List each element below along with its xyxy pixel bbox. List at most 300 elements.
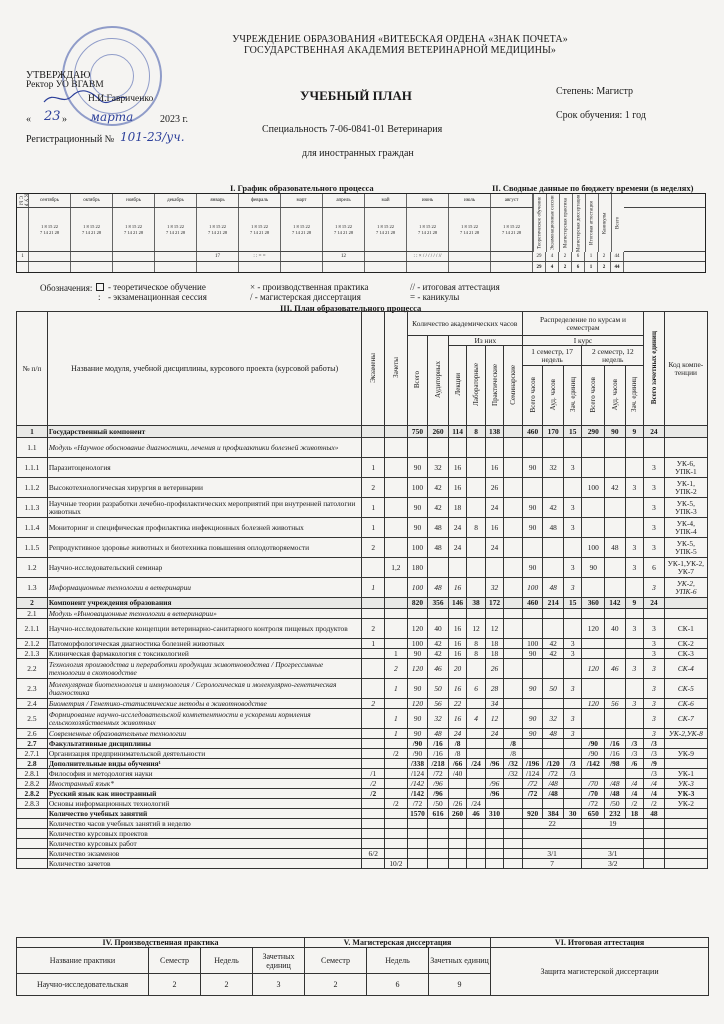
cell-s2a [605, 558, 626, 578]
cell-s1a [543, 699, 564, 709]
cell-ex [362, 739, 385, 749]
cell-c: УК-2 [664, 799, 707, 809]
cell-s1u: 15 [563, 598, 582, 609]
h-sem1: 1 семестр, 17 недель [522, 346, 582, 366]
cell-l: 24 [448, 538, 467, 558]
cell-s2a [605, 458, 626, 478]
budget-r1-2: 2 [559, 252, 572, 261]
cell-s1t: 90 [522, 518, 543, 538]
cell-a: 260 [428, 426, 449, 438]
cell-a: /96 [428, 779, 449, 789]
cell-s1t: /124 [522, 769, 543, 779]
cell-t: /90 [407, 749, 428, 759]
cell-s2a [605, 709, 626, 729]
cell-t: /124 [407, 769, 428, 779]
cell-s1u [563, 619, 582, 639]
h-aud: Аудиторных [434, 361, 443, 398]
cell-s2a: 90 [605, 426, 626, 438]
cell-s1a [543, 799, 564, 809]
weekly-s1: 22 [522, 819, 582, 829]
cell-s1a [543, 438, 564, 458]
row-name: Молекулярная биотехнология и иммунология / Серологическая и молекулярно-генетическая диагностика [47, 679, 362, 699]
plan-row [17, 598, 708, 609]
cell-s1u: /3 [563, 759, 582, 769]
h-exams: Экзамены [369, 352, 378, 383]
cell-s1u: 3 [563, 578, 582, 598]
cell-c: СК-2 [664, 639, 707, 649]
practice-title: IV. Производственная практика [17, 938, 305, 948]
cell-s1t: 90 [522, 458, 543, 478]
row-num: 1.2 [17, 558, 48, 578]
plan-row [17, 639, 708, 649]
cell-lab: /24 [467, 799, 486, 809]
bottom-table [16, 937, 709, 996]
cell-u: /3 [644, 749, 665, 759]
cell-t [407, 438, 428, 458]
cell-l [448, 609, 467, 619]
legend-box [96, 283, 104, 291]
cell-s1a: 48 [543, 518, 564, 538]
cell-lab [467, 458, 486, 478]
cell-s2t [582, 498, 605, 518]
exams-s1: 3/1 [522, 849, 582, 859]
cell-s: /8 [504, 739, 523, 749]
cell-c: УК-2, УПК-6 [664, 578, 707, 598]
cell-s2t: 120 [582, 619, 605, 639]
date-year: 2023 г. [160, 114, 188, 125]
cell-c [664, 426, 707, 438]
cell-s [504, 498, 523, 518]
cell-cr [385, 759, 408, 769]
diss-title: V. Магистерская диссертация [305, 938, 491, 948]
budget-h-2: Магистерская практика [559, 194, 572, 252]
cell-a [428, 609, 449, 619]
cell-t: 100 [407, 478, 428, 498]
cell-l: 16 [448, 458, 467, 478]
cell-s2a: /50 [605, 799, 626, 809]
attestation: Защита магистерской диссертации [491, 948, 709, 996]
cell-s1t: 460 [522, 426, 543, 438]
h-lab: Лабораторные [472, 363, 481, 406]
cell-l: 16 [448, 649, 467, 659]
reg-number: 101-23/уч. [120, 130, 185, 144]
specialty: Специальность 7-06-0841-01 Ветеринария [262, 124, 443, 135]
cell-p: 310 [485, 809, 504, 819]
cell-s1u: 3 [563, 729, 582, 739]
cell-t: 120 [407, 619, 428, 639]
cell-ex [362, 759, 385, 769]
cell-s1a [543, 609, 564, 619]
date-prefix: « [26, 114, 31, 125]
plan-row [17, 649, 708, 659]
h-lect: Лекции [453, 373, 462, 396]
cell-p [485, 769, 504, 779]
cell-p: /96 [485, 779, 504, 789]
cell-cr [385, 779, 408, 789]
h-s2-total: Всего часов [589, 376, 598, 413]
cell-t: 100 [407, 578, 428, 598]
exams-s2: 3/1 [582, 849, 644, 859]
plan-row [17, 518, 708, 538]
cell-s2a: /48 [605, 779, 626, 789]
cell-c [664, 438, 707, 458]
cell-s [504, 809, 523, 819]
cell-t: /72 [407, 799, 428, 809]
cell-s1a: /48 [543, 789, 564, 799]
cell-lab: 8 [467, 518, 486, 538]
bh-name: Название практики [17, 948, 149, 974]
cell-t: 750 [407, 426, 428, 438]
cell-a: /16 [428, 739, 449, 749]
cell-s1t: 100 [522, 639, 543, 649]
cell-u: 3 [644, 498, 665, 518]
audience: для иностранных граждан [302, 148, 414, 159]
cell-s2a [605, 729, 626, 739]
cell-u [644, 438, 665, 458]
cell-s1t [522, 609, 543, 619]
cell-s2u [625, 639, 644, 649]
legend-attest: // - итоговая аттестация [410, 282, 500, 292]
marks-theory2: 12 [323, 252, 365, 261]
h-fromthem: Из них [448, 336, 522, 346]
cell-s1t: /72 [522, 789, 543, 799]
cell-ex [362, 438, 385, 458]
cell-u: 3 [644, 538, 665, 558]
bh-units2: Зачетных единиц [429, 948, 491, 974]
cell-u: 3 [644, 619, 665, 639]
cell-a: 48 [428, 518, 449, 538]
exams-val: 6/2 [362, 849, 385, 859]
cell-s2t: /90 [582, 749, 605, 759]
cell-p: 12 [485, 709, 504, 729]
legend-theory: - теоретическое обучение [108, 282, 206, 292]
cell-c: УК-9 [664, 749, 707, 759]
cell-cr: 1 [385, 649, 408, 659]
cell-lab [467, 609, 486, 619]
cell-s1t [522, 799, 543, 809]
cell-u: 48 [644, 809, 665, 819]
cell-s1a [543, 619, 564, 639]
cell-s [504, 639, 523, 649]
budget-r1-6: 44 [611, 252, 624, 261]
cell-s2t: 100 [582, 478, 605, 498]
row-num: 2.8.2 [17, 779, 48, 789]
cell-s2t: 100 [582, 538, 605, 558]
cell-s2u [625, 649, 644, 659]
cell-u: /2 [644, 799, 665, 809]
budget-r1-0: 29 [533, 252, 546, 261]
cell-s [504, 578, 523, 598]
cell-ex [362, 426, 385, 438]
row-num: 2.8.3 [17, 799, 48, 809]
cell-lab: 8 [467, 426, 486, 438]
row-num: 1.1.4 [17, 518, 48, 538]
cell-l: 22 [448, 699, 467, 709]
month-8: май [365, 194, 407, 207]
cell-s2u [625, 609, 644, 619]
cell-u: 3 [644, 679, 665, 699]
cell-a: /16 [428, 749, 449, 759]
cell-c: УК-2,УК-8 [664, 729, 707, 739]
h-distr: Распределение по курсам и семестрам [522, 312, 643, 336]
cell-s2t [582, 578, 605, 598]
month-11: август [491, 194, 533, 207]
cell-p [485, 799, 504, 809]
cell-s2a [605, 518, 626, 538]
cell-s2u: 3 [625, 558, 644, 578]
cell-lab [467, 438, 486, 458]
cell-s2t [582, 679, 605, 699]
cell-ex: /2 [362, 779, 385, 789]
row-num: 2.1 [17, 609, 48, 619]
cell-s1u: 3 [563, 558, 582, 578]
cell-lab [467, 578, 486, 598]
cell-s1t: 100 [522, 578, 543, 598]
cell-s2t: /70 [582, 789, 605, 799]
cell-c [664, 759, 707, 769]
cell-s1u [563, 478, 582, 498]
plan-row [17, 609, 708, 619]
row-name: Формирование научно-исследовательской компетентности в ускорении кормления сельскохозяйственных животных [47, 709, 362, 729]
cell-s2t [582, 438, 605, 458]
cell-l: 24 [448, 729, 467, 739]
cell-u: /3 [644, 739, 665, 749]
cell-cr [385, 578, 408, 598]
cell-cr [385, 478, 408, 498]
cell-p: 32 [485, 578, 504, 598]
budget-h-6: Всего [611, 194, 624, 252]
budget-h-1: Экзаменационные сессии [546, 194, 559, 252]
plan-row [17, 699, 708, 709]
cell-s1u: 3 [563, 639, 582, 649]
cell-cr [385, 789, 408, 799]
plan-row [17, 438, 708, 458]
h-total: Всего [413, 370, 422, 389]
cell-cr: 1 [385, 729, 408, 739]
cell-s [504, 609, 523, 619]
cell-p: 26 [485, 659, 504, 679]
row-num: 1.1.5 [17, 538, 48, 558]
row-name: Философия и методология науки [47, 769, 362, 779]
month-9: июнь [407, 194, 449, 207]
cell-s1t: 90 [522, 649, 543, 659]
plan-row [17, 538, 708, 558]
cell-u: /9 [644, 759, 665, 769]
budget-h-5: Каникулы [598, 194, 611, 252]
cell-s1t: /72 [522, 779, 543, 789]
cell-s [504, 679, 523, 699]
cell-ex: 2 [362, 699, 385, 709]
cell-s1a [543, 558, 564, 578]
cell-cr [385, 639, 408, 649]
row-name: Технология производства и переработки продукции животноводства / Прогрессивные технологии в скотоводстве [47, 659, 362, 679]
cell-s2a: 232 [605, 809, 626, 819]
cell-p: 138 [485, 426, 504, 438]
row-num: 2.8.2 [17, 789, 48, 799]
cell-c: УК-5, УПК-3 [664, 498, 707, 518]
date-day: 23 [44, 109, 61, 124]
cell-lab: 4 [467, 709, 486, 729]
month-7: апрель [323, 194, 365, 207]
cell-s1t [522, 739, 543, 749]
cell-l: /40 [448, 769, 467, 779]
cell-s2a: 40 [605, 619, 626, 639]
cell-p: 24 [485, 729, 504, 739]
cell-s1a: 170 [543, 426, 564, 438]
cell-s1a: 48 [543, 578, 564, 598]
practice-weeks: 2 [201, 974, 253, 996]
row-name: Научные теории разработки лечебно-профилактических мероприятий при внутренней патологии животных [47, 498, 362, 518]
cell-s1t: 460 [522, 598, 543, 609]
cell-s [504, 729, 523, 739]
cell-s1u: 3 [563, 709, 582, 729]
cell-s2a [605, 649, 626, 659]
cell-t: 90 [407, 679, 428, 699]
cell-s1u: 3 [563, 649, 582, 659]
cell-l: /26 [448, 799, 467, 809]
cell-p: 26 [485, 478, 504, 498]
cell-ex [362, 598, 385, 609]
row-num: 2.2 [17, 659, 48, 679]
row-num: 1.1 [17, 438, 48, 458]
cell-lab [467, 498, 486, 518]
marks-practice: : : × / / / / / / // [407, 252, 449, 261]
cell-s [504, 426, 523, 438]
cell-a: /96 [428, 789, 449, 799]
cell-s1u [563, 799, 582, 809]
date-month: марта [90, 110, 134, 124]
cell-s1a [543, 739, 564, 749]
cell-cr [385, 598, 408, 609]
course-num: 1 [17, 252, 29, 261]
cell-l: 16 [448, 709, 467, 729]
cell-s1a: 32 [543, 458, 564, 478]
row-num: 1.1.3 [17, 498, 48, 518]
cell-p: 24 [485, 498, 504, 518]
bh-units: Зачетных единиц [253, 948, 305, 974]
cell-s1t [522, 749, 543, 759]
row-num: 1 [17, 426, 48, 438]
cell-ex: 1 [362, 518, 385, 538]
cell-s1u: 3 [563, 518, 582, 538]
cell-a: 42 [428, 649, 449, 659]
cell-s2u: /2 [625, 799, 644, 809]
plan-row [17, 809, 708, 819]
row-num: 2.4 [17, 699, 48, 709]
cell-s2t [582, 609, 605, 619]
cell-s2t [582, 709, 605, 729]
cell-t: 1570 [407, 809, 428, 819]
cell-s2u: /4 [625, 789, 644, 799]
cell-s1u [563, 438, 582, 458]
row-name: Научно-исследовательский семинар [47, 558, 362, 578]
cell-cr [385, 518, 408, 538]
row-name: Высокотехнологическая хирургия в ветеринарии [47, 478, 362, 498]
cell-s1a [543, 538, 564, 558]
plan-row [17, 729, 708, 739]
cell-s2a: 142 [605, 598, 626, 609]
practice-name: Научно-исследовательская [17, 974, 149, 996]
budget-r1-5: 2 [598, 252, 611, 261]
cell-s1a: 42 [543, 498, 564, 518]
h-s1-total: Всего часов [528, 376, 537, 413]
budget-r2-1: 4 [546, 262, 559, 272]
cell-s1u: 3 [563, 458, 582, 478]
schedule-grid: К У Р С Ы сентябрь октябрь ноябрь декабрь январь февраль март апрель май июнь июль август Теоретическое обучение Экзаменационные сессии Магистерская практика Магистерская диссертация Итоговая аттестация Каникулы Всего 1 8 15 22 7 14 21 28 1 8 15 22 7 14 21 28 1 8 15 22 7 14 21 28 1 8 15 22 7 14 21 28 1 8 15 22 7 14 21 28 1 8 15 22 7 14 21 28 1 8 15 22 7 14 21 28 1 8 15 22 7 14 21 28 1 8 15 22 7 14 21 28 1 8 15 22 7 14 21 28 1 8 15 22 7 14 21 28 1 8 15 22 7 14 21 28 1 17 : : = = 12 : : × / / / / / / // 29 4 2 6 1 2 44 29 4 2 6 1 2 44 [16, 193, 706, 273]
cell-u: /4 [644, 779, 665, 789]
credits-label: Количество зачетов [47, 859, 362, 869]
row-name: Государственный компонент [47, 426, 362, 438]
cell-s1a: 50 [543, 679, 564, 699]
cell-l: 24 [448, 518, 467, 538]
cell-l: /66 [448, 759, 467, 769]
cell-s [504, 619, 523, 639]
practice-units: 3 [253, 974, 305, 996]
row-name: Факультативные дисциплины [47, 739, 362, 749]
reg-label: Регистрационный № [26, 134, 115, 145]
cell-c: СК-3 [664, 649, 707, 659]
cell-ex [362, 799, 385, 809]
cell-t: /142 [407, 789, 428, 799]
cell-s: /32 [504, 759, 523, 769]
cell-s1a [543, 659, 564, 679]
cell-l [448, 558, 467, 578]
h-num: № п/п [17, 312, 48, 426]
cell-s2t: /90 [582, 739, 605, 749]
month-5: февраль [239, 194, 281, 207]
cell-cr [385, 739, 408, 749]
cell-s1u [563, 789, 582, 799]
cell-lab [467, 789, 486, 799]
h-units-total: Всего зачетных единиц [649, 330, 658, 405]
cell-t: /142 [407, 779, 428, 789]
rector-label: Ректор УО ВГАВМ [26, 80, 104, 90]
cell-u [644, 609, 665, 619]
cell-s1a: /72 [543, 769, 564, 779]
bh-sem2: Семестр [305, 948, 367, 974]
doc-title: УЧЕБНЫЙ ПЛАН [300, 88, 412, 103]
cell-cr: 1 [385, 679, 408, 699]
cell-s [504, 799, 523, 809]
cell-l: 16 [448, 639, 467, 649]
row-num: 1.1.1 [17, 458, 48, 478]
cell-u: 3 [644, 458, 665, 478]
cell-l: 146 [448, 598, 467, 609]
cell-s1a: 42 [543, 639, 564, 649]
cell-a: 48 [428, 538, 449, 558]
cell-t: /338 [407, 759, 428, 769]
row-name: Информационные технологии в ветеринарии [47, 578, 362, 598]
cell-lab [467, 749, 486, 759]
cell-ex: 1 [362, 498, 385, 518]
cell-s1a: /120 [543, 759, 564, 769]
cell-c: СК-5 [664, 679, 707, 699]
cell-c: УК-3 [664, 789, 707, 799]
cell-s [504, 709, 523, 729]
cell-s2a: /48 [605, 789, 626, 799]
cell-s1t: 90 [522, 709, 543, 729]
cell-ex: 1 [362, 458, 385, 478]
cell-t: 90 [407, 729, 428, 739]
cell-ex: /2 [362, 789, 385, 799]
cell-s1t: 90 [522, 558, 543, 578]
cell-c [664, 739, 707, 749]
row-name: Количество учебных занятий [47, 809, 362, 819]
cell-a [428, 438, 449, 458]
plan-row [17, 749, 708, 759]
cell-lab: 38 [467, 598, 486, 609]
plan-row [17, 789, 708, 799]
